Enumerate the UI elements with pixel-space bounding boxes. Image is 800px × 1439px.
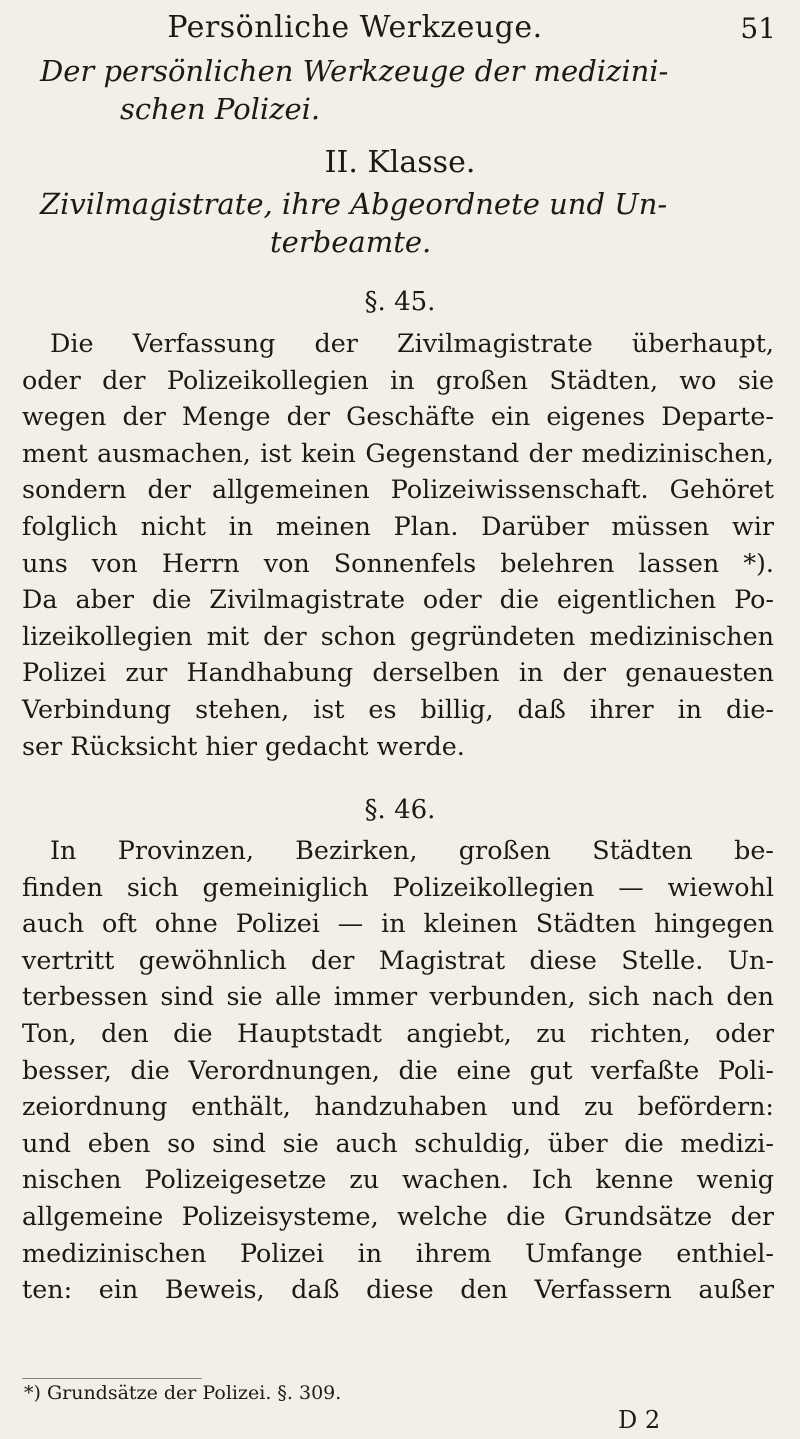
text-line: ten: ein Beweis, daß diese den Verfassern außer xyxy=(22,1274,774,1305)
text-line: In Provinzen, Bezirken, großen Städten be- xyxy=(50,835,774,865)
text-line: besser, die Verordnungen, die eine gut verfaßte Poli- xyxy=(22,1054,774,1085)
text-line: finden sich gemeiniglich Polizeikollegien — wiewohl xyxy=(22,871,774,902)
footnote-divider xyxy=(22,1378,202,1379)
section-heading xyxy=(40,185,760,261)
printer-signature: D 2 xyxy=(618,1406,661,1434)
paragraph-46-text xyxy=(22,832,774,1308)
text-line: Ton, den die Hauptstadt angiebt, zu richten, oder xyxy=(22,1017,774,1048)
text-line: oder der Polizeikollegien in großen Städten, wo sie xyxy=(22,364,774,395)
section-heading-line-2: terbeamte. xyxy=(270,225,432,259)
text-line: Da aber die Zivilmagistrate oder die eigentlichen Po- xyxy=(22,584,774,615)
text-line: Die Verfassung der Zivilmagistrate überhaupt, xyxy=(50,328,774,358)
text-line: Polizei zur Handhabung derselben in der genauesten xyxy=(22,657,774,688)
page-number: 51 xyxy=(740,12,776,45)
text-line: Verbindung stehen, ist es billig, daß ihrer in die- xyxy=(22,693,774,724)
text-line: lizeikollegien mit der schon gegründeten medizinischen xyxy=(22,620,774,651)
text-line: folglich nicht in meinen Plan. Darüber müssen wir xyxy=(22,510,774,541)
text-line: ser Rücksicht hier gedacht werde. xyxy=(22,730,465,761)
text-line: und eben so sind sie auch schuldig, über die medizi- xyxy=(22,1127,774,1158)
footnote: *) Grundsätze der Polizei. §. 309. xyxy=(24,1382,342,1404)
paragraph-sign-45: §. 45. xyxy=(364,287,436,317)
text-line: ment ausmachen, ist kein Gegenstand der medizinischen, xyxy=(22,437,774,468)
chapter-heading-line-2: schen Polizei. xyxy=(120,92,321,126)
running-head xyxy=(0,8,800,48)
class-label: II. Klasse. xyxy=(324,145,476,180)
text-line: vertritt gewöhnlich der Magistrat diese Stelle. Un- xyxy=(22,944,774,975)
text-line: medizinischen Polizei in ihrem Umfange enthiel- xyxy=(22,1237,774,1268)
text-line: auch oft ohne Polizei — in kleinen Städten hingegen xyxy=(22,908,774,939)
section-heading-line-1: Zivilmagistrate, ihre Abgeordnete und Un- xyxy=(40,187,668,221)
text-line: wegen der Menge der Geschäfte ein eigenes Departe- xyxy=(22,401,774,432)
text-line: zeiordnung enthält, handzuhaben und zu befördern: xyxy=(22,1091,774,1122)
chapter-heading-line-1: Der persönlichen Werkzeuge der medizini- xyxy=(40,54,669,88)
text-line: sondern der allgemeinen Polizeiwissenschaft. Gehöret xyxy=(22,474,774,505)
paragraph-sign-46: §. 46. xyxy=(364,795,436,825)
text-line: terbessen sind sie alle immer verbunden, sich nach den xyxy=(22,981,774,1012)
text-line: nischen Polizeigesetze zu wachen. Ich kenne wenig xyxy=(22,1164,774,1195)
running-head-title: Persönliche Werkzeuge. xyxy=(167,10,543,45)
text-line: allgemeine Polizeisysteme, welche die Grundsätze der xyxy=(22,1200,774,1231)
chapter-heading xyxy=(40,52,760,128)
text-line: uns von Herrn von Sonnenfels belehren lassen *). xyxy=(22,547,774,578)
paragraph-45-text xyxy=(22,325,774,764)
